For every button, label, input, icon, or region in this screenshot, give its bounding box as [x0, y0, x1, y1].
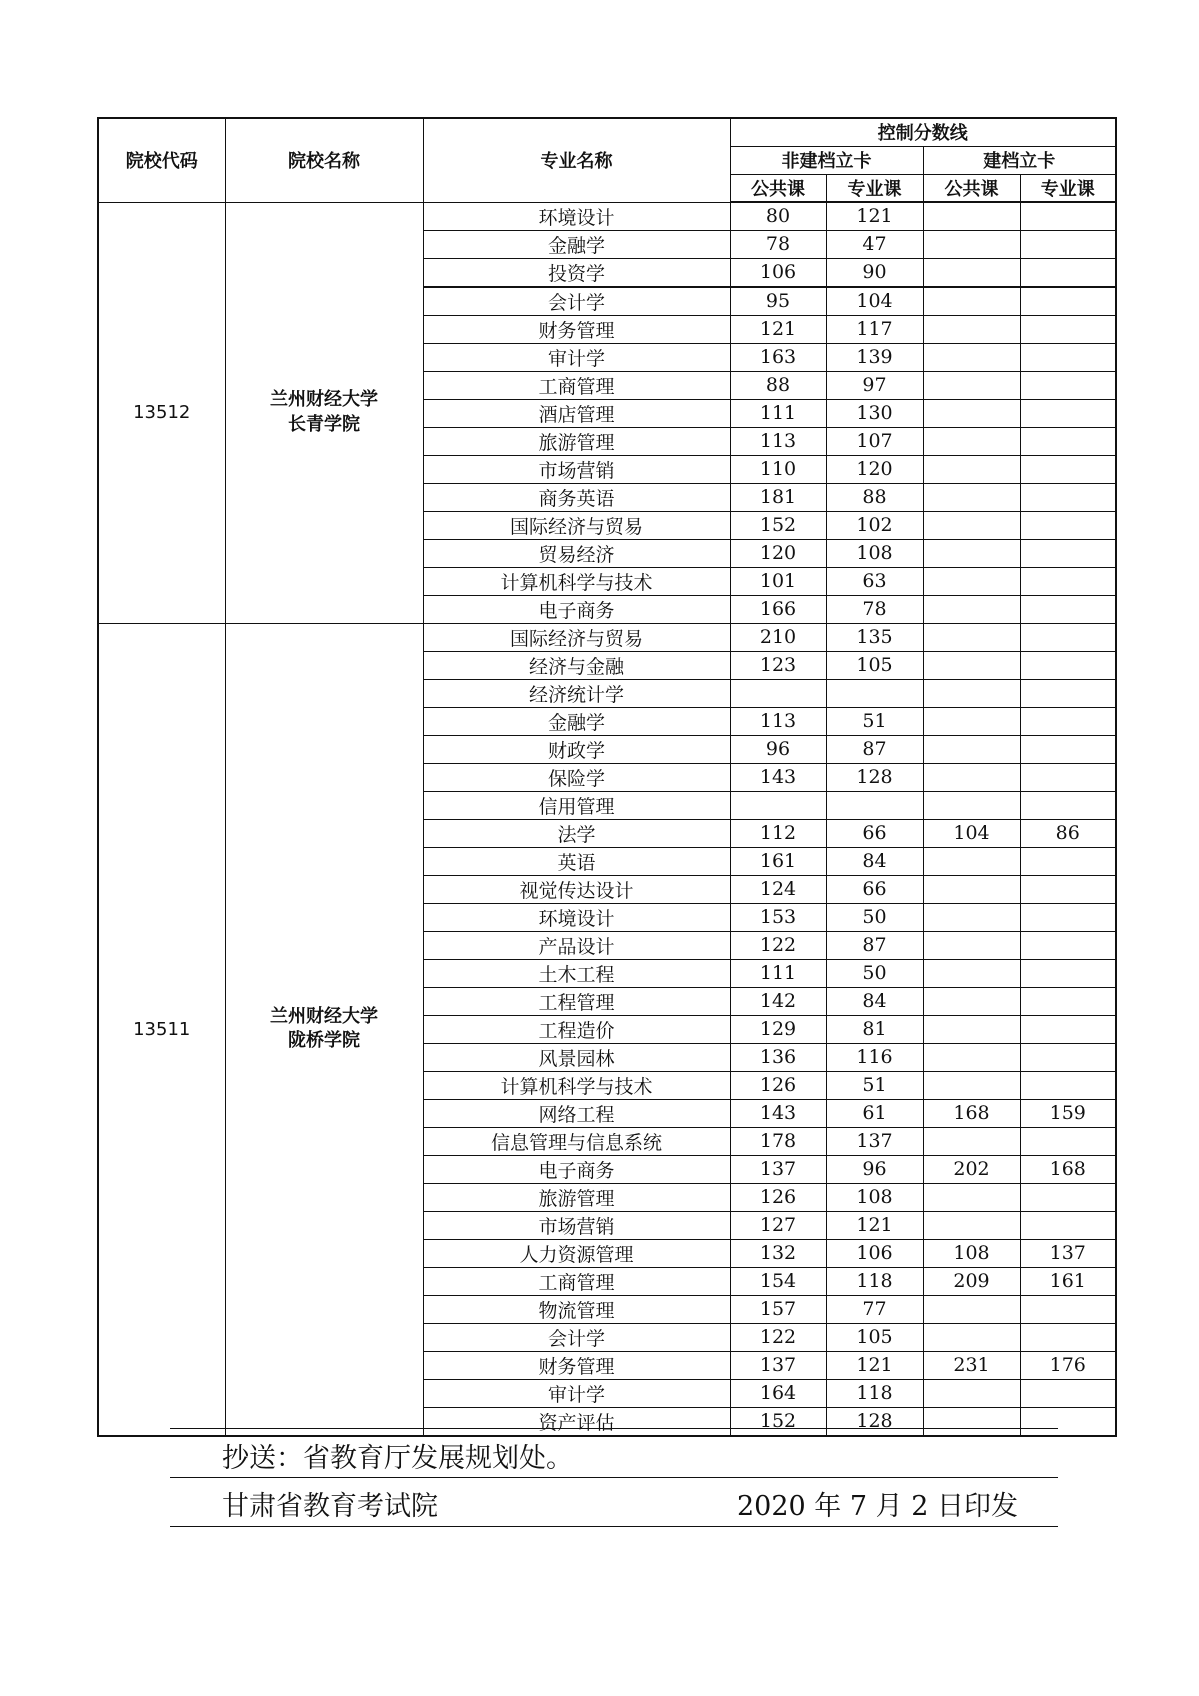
archived-professional-score — [1020, 1183, 1116, 1211]
header-major-name: 专业名称 — [423, 118, 730, 202]
archived-public-score — [923, 1323, 1020, 1351]
major-name-cell: 财政学 — [423, 735, 730, 763]
major-name-cell: 土木工程 — [423, 959, 730, 987]
archived-public-score — [923, 483, 1020, 511]
archived-professional-score — [1020, 1379, 1116, 1407]
school-campus-line: 长青学院 — [288, 413, 360, 435]
non-archived-professional-score: 104 — [826, 287, 923, 316]
footer-rule — [170, 1477, 1058, 1478]
non-archived-public-score: 132 — [730, 1239, 826, 1267]
major-name-cell: 计算机科学与技术 — [423, 1071, 730, 1099]
non-archived-professional-score: 66 — [826, 875, 923, 903]
non-archived-professional-score: 47 — [826, 230, 923, 258]
non-archived-professional-score: 106 — [826, 1239, 923, 1267]
archived-professional-score — [1020, 1043, 1116, 1071]
non-archived-professional-score: 88 — [826, 483, 923, 511]
archived-professional-score — [1020, 1015, 1116, 1043]
major-name-cell: 市场营销 — [423, 455, 730, 483]
archived-professional-score — [1020, 735, 1116, 763]
non-archived-public-score: 136 — [730, 1043, 826, 1071]
non-archived-public-score: 164 — [730, 1379, 826, 1407]
non-archived-public-score: 163 — [730, 343, 826, 371]
non-archived-public-score: 178 — [730, 1127, 826, 1155]
archived-professional-score — [1020, 679, 1116, 707]
non-archived-professional-score: 63 — [826, 567, 923, 595]
archived-public-score — [923, 679, 1020, 707]
major-name-cell: 风景园林 — [423, 1043, 730, 1071]
cc-line: 抄送：省教育厅发展规划处。 — [222, 1443, 573, 1474]
major-name-cell: 酒店管理 — [423, 399, 730, 427]
issue-date: 2020 年 7 月 2 日印发 — [737, 1491, 1018, 1522]
header-archived: 建档立卡 — [923, 146, 1116, 174]
archived-professional-score: 161 — [1020, 1267, 1116, 1295]
archived-public-score — [923, 791, 1020, 819]
non-archived-professional-score: 121 — [826, 1351, 923, 1379]
archived-public-score — [923, 763, 1020, 791]
major-name-cell: 物流管理 — [423, 1295, 730, 1323]
archived-professional-score — [1020, 455, 1116, 483]
major-name-cell: 经济统计学 — [423, 679, 730, 707]
major-name-cell: 国际经济与贸易 — [423, 511, 730, 539]
major-name-cell: 法学 — [423, 819, 730, 847]
non-archived-public-score: 152 — [730, 1407, 826, 1436]
major-name-cell: 人力资源管理 — [423, 1239, 730, 1267]
non-archived-professional-score: 107 — [826, 427, 923, 455]
non-archived-professional-score: 135 — [826, 623, 923, 651]
header-school-name: 院校名称 — [225, 118, 423, 202]
archived-professional-score — [1020, 1407, 1116, 1436]
archived-professional-score — [1020, 651, 1116, 679]
non-archived-public-score: 127 — [730, 1211, 826, 1239]
archived-professional-score — [1020, 903, 1116, 931]
non-archived-public-score: 123 — [730, 651, 826, 679]
archived-professional-score: 137 — [1020, 1239, 1116, 1267]
major-name-cell: 英语 — [423, 847, 730, 875]
archived-professional-score — [1020, 791, 1116, 819]
archived-professional-score — [1020, 371, 1116, 399]
non-archived-public-score: 113 — [730, 427, 826, 455]
header-control-score: 控制分数线 — [730, 118, 1116, 146]
archived-public-score — [923, 399, 1020, 427]
archived-professional-score — [1020, 483, 1116, 511]
non-archived-professional-score: 61 — [826, 1099, 923, 1127]
non-archived-professional-score: 96 — [826, 1155, 923, 1183]
non-archived-professional-score: 137 — [826, 1127, 923, 1155]
archived-professional-score — [1020, 959, 1116, 987]
archived-public-score: 108 — [923, 1239, 1020, 1267]
archived-public-score — [923, 202, 1020, 230]
archived-public-score — [923, 931, 1020, 959]
header-non-archived: 非建档立卡 — [730, 146, 923, 174]
archived-public-score — [923, 1015, 1020, 1043]
archived-public-score — [923, 539, 1020, 567]
footer-rule — [170, 1526, 1058, 1527]
archived-public-score — [923, 1127, 1020, 1155]
archived-public-score — [923, 651, 1020, 679]
non-archived-public-score: 88 — [730, 371, 826, 399]
major-name-cell: 财务管理 — [423, 1351, 730, 1379]
non-archived-public-score: 154 — [730, 1267, 826, 1295]
non-archived-professional-score: 128 — [826, 763, 923, 791]
major-name-cell: 会计学 — [423, 1323, 730, 1351]
score-table — [97, 117, 1117, 1437]
archived-professional-score — [1020, 539, 1116, 567]
header-public-course: 公共课 — [730, 174, 826, 202]
non-archived-public-score: 95 — [730, 287, 826, 316]
archived-professional-score — [1020, 399, 1116, 427]
non-archived-public-score: 153 — [730, 903, 826, 931]
archived-public-score: 209 — [923, 1267, 1020, 1295]
archived-professional-score — [1020, 847, 1116, 875]
footer-rule — [170, 1428, 1058, 1429]
major-name-cell: 审计学 — [423, 1379, 730, 1407]
non-archived-public-score: 80 — [730, 202, 826, 230]
archived-public-score — [923, 1295, 1020, 1323]
archived-public-score — [923, 987, 1020, 1015]
non-archived-professional-score: 108 — [826, 539, 923, 567]
archived-professional-score — [1020, 1295, 1116, 1323]
major-name-cell: 国际经济与贸易 — [423, 623, 730, 651]
archived-public-score — [923, 511, 1020, 539]
archived-public-score — [923, 595, 1020, 623]
header-professional-course: 专业课 — [1020, 174, 1116, 202]
major-name-cell: 环境设计 — [423, 202, 730, 230]
non-archived-professional-score: 102 — [826, 511, 923, 539]
non-archived-public-score: 121 — [730, 315, 826, 343]
non-archived-public-score: 110 — [730, 455, 826, 483]
header-professional-course: 专业课 — [826, 174, 923, 202]
archived-professional-score — [1020, 230, 1116, 258]
archived-professional-score: 159 — [1020, 1099, 1116, 1127]
non-archived-public-score: 126 — [730, 1071, 826, 1099]
major-name-cell: 旅游管理 — [423, 427, 730, 455]
major-name-cell: 贸易经济 — [423, 539, 730, 567]
archived-public-score — [923, 287, 1020, 316]
non-archived-professional-score: 87 — [826, 735, 923, 763]
non-archived-professional-score: 121 — [826, 202, 923, 230]
table-row — [98, 623, 1116, 651]
archived-professional-score — [1020, 1211, 1116, 1239]
major-name-cell: 保险学 — [423, 763, 730, 791]
non-archived-professional-score: 50 — [826, 903, 923, 931]
non-archived-public-score: 112 — [730, 819, 826, 847]
archived-public-score — [923, 1071, 1020, 1099]
archived-public-score — [923, 427, 1020, 455]
archived-professional-score — [1020, 623, 1116, 651]
non-archived-public-score: 111 — [730, 399, 826, 427]
archived-professional-score: 168 — [1020, 1155, 1116, 1183]
non-archived-public-score: 129 — [730, 1015, 826, 1043]
non-archived-public-score: 152 — [730, 511, 826, 539]
archived-professional-score — [1020, 258, 1116, 287]
non-archived-public-score: 181 — [730, 483, 826, 511]
non-archived-public-score: 113 — [730, 707, 826, 735]
non-archived-professional-score: 118 — [826, 1267, 923, 1295]
archived-professional-score — [1020, 427, 1116, 455]
archived-professional-score — [1020, 931, 1116, 959]
school-name-cell — [225, 623, 423, 1436]
header-school-code: 院校代码 — [98, 118, 225, 202]
non-archived-professional-score: 77 — [826, 1295, 923, 1323]
major-name-cell: 金融学 — [423, 230, 730, 258]
major-name-cell: 商务英语 — [423, 483, 730, 511]
major-name-cell: 工商管理 — [423, 371, 730, 399]
archived-professional-score — [1020, 987, 1116, 1015]
non-archived-public-score: 157 — [730, 1295, 826, 1323]
non-archived-professional-score: 139 — [826, 343, 923, 371]
major-name-cell: 产品设计 — [423, 931, 730, 959]
archived-public-score: 202 — [923, 1155, 1020, 1183]
non-archived-public-score: 137 — [730, 1351, 826, 1379]
archived-professional-score — [1020, 315, 1116, 343]
major-name-cell: 资产评估 — [423, 1407, 730, 1436]
archived-professional-score — [1020, 1127, 1116, 1155]
non-archived-professional-score: 84 — [826, 847, 923, 875]
non-archived-professional-score — [826, 791, 923, 819]
archived-public-score — [923, 1407, 1020, 1436]
major-name-cell: 会计学 — [423, 287, 730, 316]
archived-public-score: 231 — [923, 1351, 1020, 1379]
archived-public-score — [923, 1183, 1020, 1211]
major-name-cell: 工商管理 — [423, 1267, 730, 1295]
non-archived-public-score: 210 — [730, 623, 826, 651]
archived-professional-score — [1020, 763, 1116, 791]
major-name-cell: 旅游管理 — [423, 1183, 730, 1211]
archived-professional-score: 86 — [1020, 819, 1116, 847]
school-name-cell — [225, 202, 423, 623]
archived-public-score — [923, 847, 1020, 875]
archived-public-score — [923, 1379, 1020, 1407]
archived-professional-score — [1020, 343, 1116, 371]
school-campus-line: 陇桥学院 — [288, 1030, 360, 1051]
archived-public-score — [923, 959, 1020, 987]
archived-public-score — [923, 707, 1020, 735]
archived-public-score — [923, 455, 1020, 483]
non-archived-public-score: 161 — [730, 847, 826, 875]
major-name-cell: 信息管理与信息系统 — [423, 1127, 730, 1155]
archived-public-score — [923, 315, 1020, 343]
non-archived-professional-score — [826, 679, 923, 707]
archived-professional-score — [1020, 875, 1116, 903]
school-code-cell: 13512 — [98, 202, 225, 623]
archived-public-score — [923, 343, 1020, 371]
non-archived-professional-score: 105 — [826, 1323, 923, 1351]
non-archived-professional-score: 118 — [826, 1379, 923, 1407]
non-archived-public-score: 122 — [730, 931, 826, 959]
non-archived-professional-score: 51 — [826, 707, 923, 735]
non-archived-public-score: 122 — [730, 1323, 826, 1351]
non-archived-public-score: 120 — [730, 539, 826, 567]
major-name-cell: 金融学 — [423, 707, 730, 735]
archived-professional-score — [1020, 511, 1116, 539]
archived-public-score — [923, 903, 1020, 931]
archived-professional-score — [1020, 567, 1116, 595]
non-archived-professional-score: 117 — [826, 315, 923, 343]
non-archived-public-score: 143 — [730, 1099, 826, 1127]
non-archived-public-score: 106 — [730, 258, 826, 287]
non-archived-professional-score: 51 — [826, 1071, 923, 1099]
archived-professional-score — [1020, 707, 1116, 735]
non-archived-public-score: 78 — [730, 230, 826, 258]
non-archived-professional-score: 130 — [826, 399, 923, 427]
archived-public-score — [923, 735, 1020, 763]
major-name-cell: 电子商务 — [423, 1155, 730, 1183]
non-archived-professional-score: 116 — [826, 1043, 923, 1071]
major-name-cell: 工程管理 — [423, 987, 730, 1015]
major-name-cell: 审计学 — [423, 343, 730, 371]
archived-public-score — [923, 371, 1020, 399]
archived-professional-score — [1020, 1071, 1116, 1099]
non-archived-professional-score: 121 — [826, 1211, 923, 1239]
non-archived-public-score: 124 — [730, 875, 826, 903]
major-name-cell: 财务管理 — [423, 315, 730, 343]
non-archived-public-score: 166 — [730, 595, 826, 623]
archived-professional-score: 176 — [1020, 1351, 1116, 1379]
non-archived-professional-score: 108 — [826, 1183, 923, 1211]
major-name-cell: 投资学 — [423, 258, 730, 287]
archived-public-score — [923, 258, 1020, 287]
archived-public-score: 168 — [923, 1099, 1020, 1127]
non-archived-professional-score: 105 — [826, 651, 923, 679]
school-name-line: 兰州财经大学 — [270, 389, 378, 411]
archived-public-score — [923, 567, 1020, 595]
non-archived-public-score: 143 — [730, 763, 826, 791]
non-archived-professional-score: 90 — [826, 258, 923, 287]
major-name-cell: 经济与金融 — [423, 651, 730, 679]
school-name-line: 兰州财经大学 — [270, 1005, 378, 1027]
major-name-cell: 信用管理 — [423, 791, 730, 819]
archived-public-score: 104 — [923, 819, 1020, 847]
archived-public-score — [923, 1211, 1020, 1239]
issuer-name: 甘肃省教育考试院 — [222, 1491, 438, 1522]
major-name-cell: 环境设计 — [423, 903, 730, 931]
non-archived-public-score: 142 — [730, 987, 826, 1015]
non-archived-professional-score: 84 — [826, 987, 923, 1015]
non-archived-professional-score: 66 — [826, 819, 923, 847]
non-archived-professional-score: 78 — [826, 595, 923, 623]
archived-public-score — [923, 230, 1020, 258]
archived-professional-score — [1020, 1323, 1116, 1351]
archived-public-score — [923, 1043, 1020, 1071]
non-archived-public-score: 101 — [730, 567, 826, 595]
major-name-cell: 市场营销 — [423, 1211, 730, 1239]
non-archived-public-score: 111 — [730, 959, 826, 987]
archived-professional-score — [1020, 202, 1116, 230]
header-public-course: 公共课 — [923, 174, 1020, 202]
school-code-cell: 13511 — [98, 623, 225, 1436]
non-archived-professional-score: 120 — [826, 455, 923, 483]
non-archived-public-score: 137 — [730, 1155, 826, 1183]
archived-professional-score — [1020, 287, 1116, 316]
major-name-cell: 计算机科学与技术 — [423, 567, 730, 595]
archived-public-score — [923, 875, 1020, 903]
non-archived-professional-score: 97 — [826, 371, 923, 399]
non-archived-public-score: 96 — [730, 735, 826, 763]
major-name-cell: 电子商务 — [423, 595, 730, 623]
major-name-cell: 工程造价 — [423, 1015, 730, 1043]
major-name-cell: 视觉传达设计 — [423, 875, 730, 903]
non-archived-professional-score: 50 — [826, 959, 923, 987]
major-name-cell: 网络工程 — [423, 1099, 730, 1127]
archived-professional-score — [1020, 595, 1116, 623]
non-archived-professional-score: 128 — [826, 1407, 923, 1436]
non-archived-public-score — [730, 791, 826, 819]
table-row — [98, 202, 1116, 230]
non-archived-public-score — [730, 679, 826, 707]
non-archived-professional-score: 81 — [826, 1015, 923, 1043]
non-archived-professional-score: 87 — [826, 931, 923, 959]
non-archived-public-score: 126 — [730, 1183, 826, 1211]
archived-public-score — [923, 623, 1020, 651]
score-table-body — [98, 202, 1116, 1436]
